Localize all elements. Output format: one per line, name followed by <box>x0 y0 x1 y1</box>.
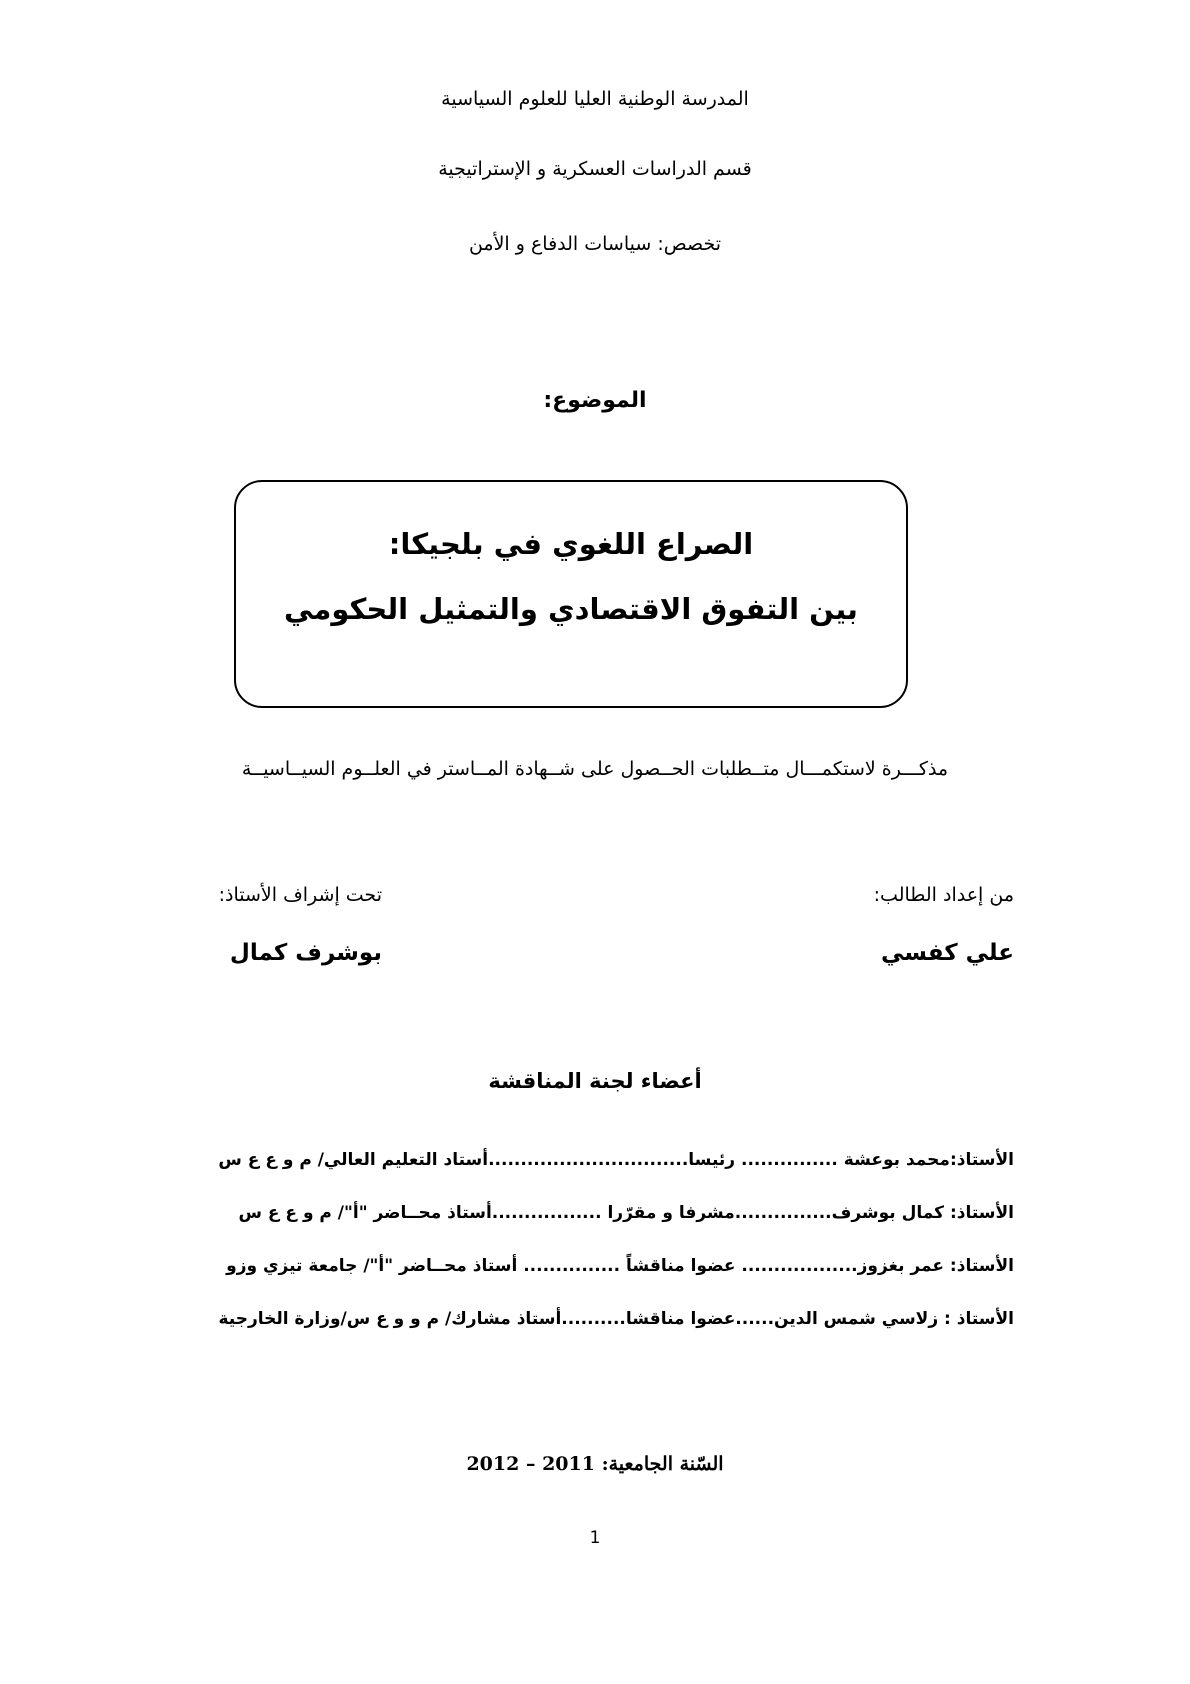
committee-member-4: الأستاذ : زلاسي شمس الدين......عضوا مناقشا..........أستاذ مشارك/ م و و ع س/وزارة الخارجية <box>218 1309 1014 1329</box>
committee-member-2: الأستاذ: كمال بوشرف...............مشرفا و مقرّرا .................أستاذ محــاضر "أ"/ م و ع ع س <box>238 1203 1014 1223</box>
supervisor-name: بوشرف كمال <box>229 940 382 966</box>
title-box <box>234 480 908 708</box>
committee-heading: أعضاء لجنة المناقشة <box>488 1069 702 1093</box>
title-line-1: الصراع اللغوي في بلجيكا: <box>388 527 754 561</box>
page-number: 1 <box>589 1528 601 1548</box>
purpose-statement: مذكـــرة لاستكمـــال متــطلبات الحــصول على شــهادة المــاستر في العلــوم السيــاسيــة <box>241 758 949 780</box>
subject-label: الموضوع: <box>543 388 647 413</box>
committee-member-1: الأستاذ:محمد بوعشة ............... رئيسا...............................أستاد التعليم العالي/ م و ع ع س <box>218 1150 1014 1170</box>
title-line-2: بين التفوق الاقتصادي والتمثيل الحكومي <box>284 592 858 626</box>
committee-member-3: الأستاذ: عمر بغزوز.................. عضوا مناقشاً ............... أستاذ محــاضر "أ"/ جامعة تيزي وزو <box>226 1256 1014 1276</box>
student-name: علي كفسي <box>881 940 1014 966</box>
department-name: قسم الدراسات العسكرية و الإستراتيجية <box>438 158 752 180</box>
academic-year: السّنة الجامعية: 2011 – 2012 <box>466 1453 724 1475</box>
supervisor-label: تحت إشراف الأستاذ: <box>218 884 382 906</box>
school-name: المدرسة الوطنية العليا للعلوم السياسية <box>441 88 749 110</box>
student-label: من إعداد الطالب: <box>873 884 1014 906</box>
specialty: تخصص: سياسات الدفاع و الأمن <box>468 233 722 255</box>
